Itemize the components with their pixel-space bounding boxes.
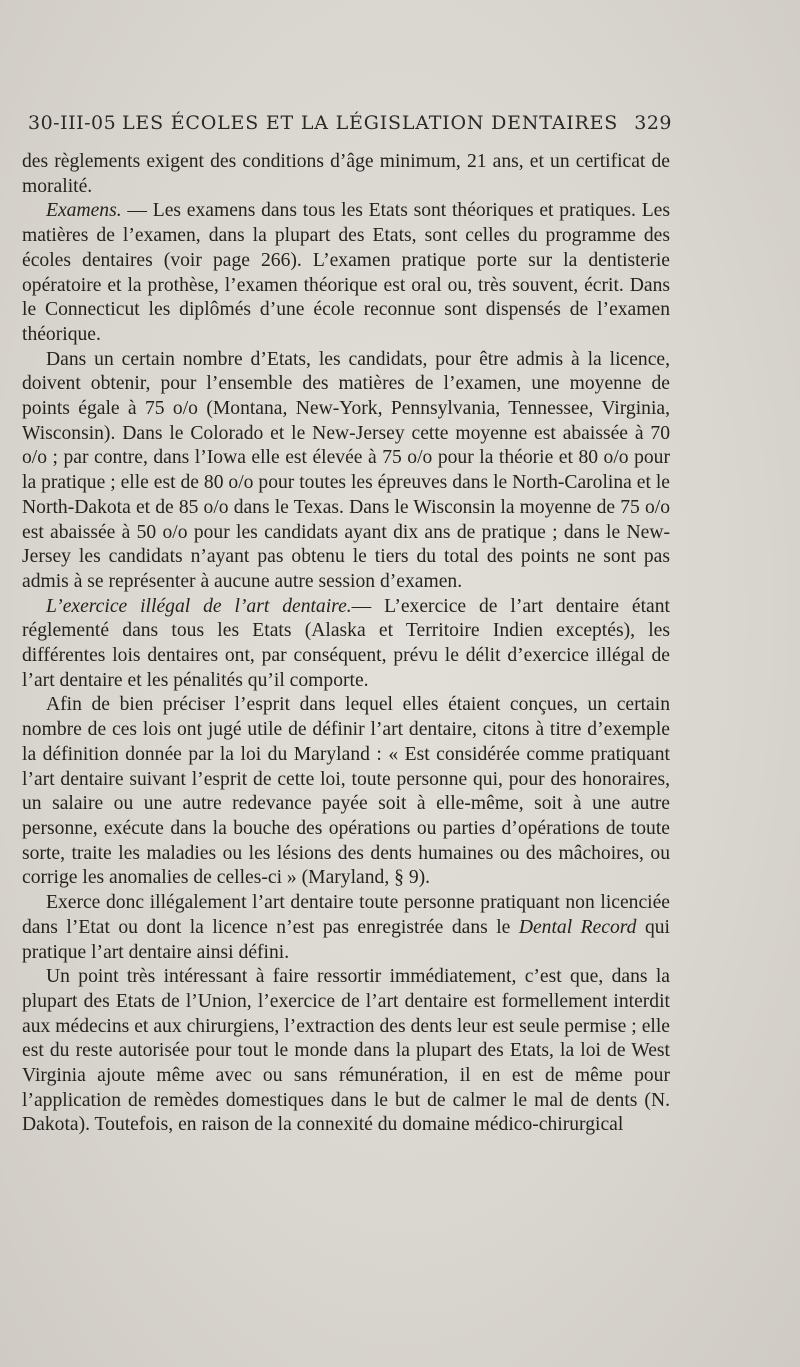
paragraph-text: — Les examens dans tous les Etats sont théoriques et pratiques. Les matières de l’examen, dans la plupart des Etats, sont celles du programme des écoles dentaires (voir page 266). L’examen pratique porte sur la dentisterie opératoire et la prothèse, l’examen théorique est oral ou, très souvent, écrit. Dans le Connecticut les diplômés d’une école reconnue sont dispensés de l’examen théorique.	[22, 200, 670, 345]
paragraph-examens	[22, 199, 670, 347]
paragraph-text: Un point très intéressant à faire ressortir immédiatement, c’est que, dans la plupart des Etats de l’Union, l’exercice de l’art dentaire est formellement interdit aux médecins et aux chirurgiens, l’extraction des dents leur est seule permise ; elle est du reste autorisée pour tout le monde dans la plupart des Etats, la loi de West Virginia ajoute même avec ou sans rémunération, il en est de même pour l’application de remèdes domestiques dans le but de calmer le mal de dents (N. Dakota). Toutefois, en raison de la connexité du domaine médico-chirurgical	[22, 966, 670, 1136]
paragraph-continuation	[22, 150, 670, 199]
paragraph-exerce-illegalement	[22, 891, 670, 965]
page-number: 329	[634, 112, 672, 134]
paragraph-text: — L’exercice de l’art dentaire étant réglementé dans tous les Etats (Alaska et Territoire Indien exceptés), les différentes lois dentaires ont, par conséquent, prévu le délit d’exercice illégal de l’art dentaire et les pénalités qu’il comporte.	[22, 595, 670, 691]
dental-record-italic: Dental Record	[518, 916, 637, 938]
section-lead-examens: Examens.	[46, 200, 122, 222]
paragraph-text: Exerce donc illégalement l’art dentaire toute personne pratiquant non licenciée dans l’Etat ou dont la licence n’est pas enregistrée dans le	[22, 892, 670, 938]
paragraph-moyenne	[22, 348, 670, 595]
paragraph-text: Afin de bien préciser l’esprit dans lequel elles étaient conçues, un certain nombre de ces lois ont jugé utile de définir l’art dentaire, citons à titre d’exemple la définition donnée par la loi du Maryland : « Est considérée comme pratiquant l’art dentaire suivant l’esprit de cette loi, toute personne qui, pour des honoraires, un salaire ou une autre redevance payée soit à elle-même, soit à une autre personne, exécute dans la bouche des opérations ou parties d’opérations de toute sorte, traite les maladies ou les lésions des dents humaines ou des mâchoires, ou corrige les anomalies de celles-ci » (Maryland, § 9).	[22, 694, 670, 889]
paragraph-definition	[22, 693, 670, 891]
paragraph-exercice-illegal	[22, 595, 670, 694]
section-lead-exercice-illegal: L’exercice illégal de l’art dentaire.	[46, 595, 352, 617]
paragraph-text: Dans un certain nombre d’Etats, les candidats, pour être admis à la licence, doivent obtenir, pour l’ensemble des matières de l’examen, une moyenne de points égale à 75 o/o (Montana, New-York, Pennsylvania, Tennessee, Virginia, Wisconsin). Dans le Colorado et le New-Jersey cette moyenne est abaissée à 70 o/o ; par contre, dans l’Iowa elle est élevée à 75 o/o pour la théorie et 80 o/o pour la pratique ; elle est de 80 o/o pour toutes les épreuves dans le North-Carolina et le North-Dakota et de 85 o/o dans le Texas. Dans le Wisconsin la moyenne de 75 o/o est abaissée à 50 o/o pour les candidats ayant dix ans de pratique ; dans le New-Jersey les candidats n’ayant pas obtenu le tiers du total des points ne sont pas admis à se représenter à aucune autre session d’examen.	[22, 348, 670, 592]
paragraph-text: qui pratique l’art dentaire ainsi défini.	[22, 916, 670, 963]
date-folio: 30-III-05	[28, 112, 117, 134]
paragraph-text: des règlements exigent des conditions d’âge minimum, 21 ans, et un certificat de moralité.	[22, 151, 670, 197]
body-text	[22, 150, 670, 1138]
paragraph-point-interessant	[22, 965, 670, 1138]
running-title: LES ÉCOLES ET LA LÉGISLATION DENTAIRES	[122, 112, 619, 134]
